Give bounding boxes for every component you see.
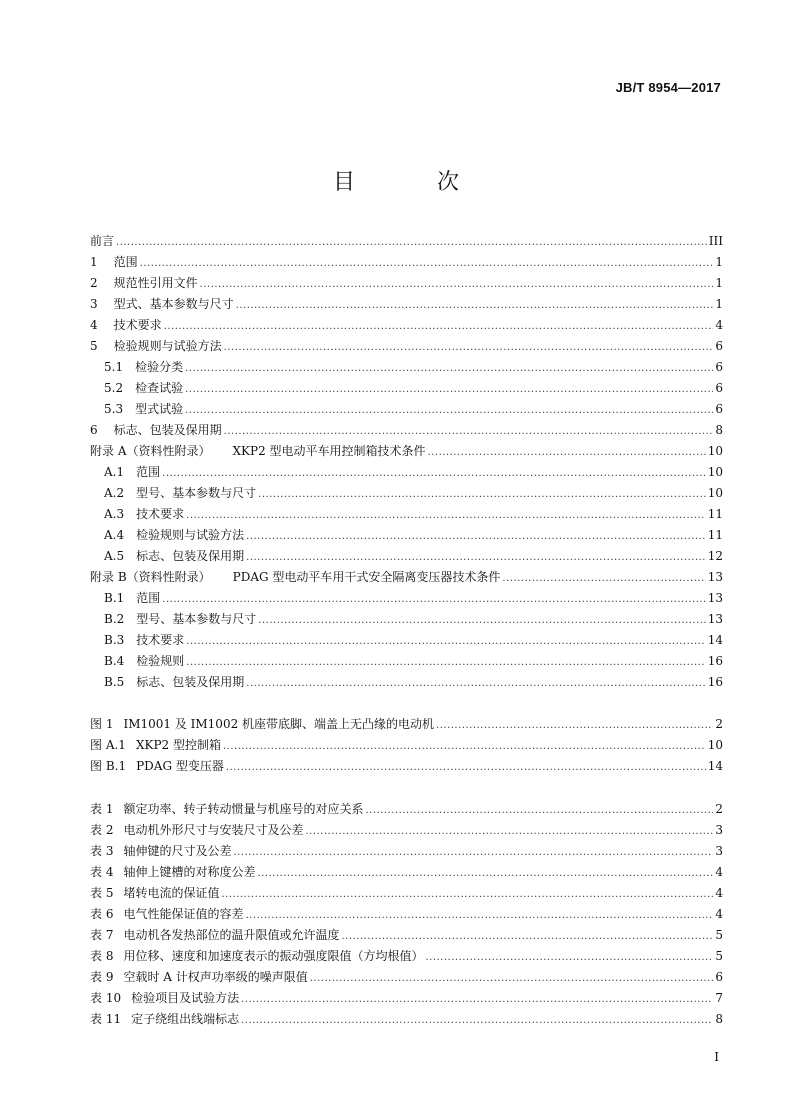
leader-dots [224,426,713,437]
toc-entry[interactable] [90,926,723,947]
toc-entry[interactable] [90,989,723,1010]
toc-entry-label [90,568,500,585]
toc-entry-text: 规范性引用文件 [113,276,198,290]
leader-dots [428,447,706,458]
toc-entry-text: 检验规则 [136,654,185,668]
toc-entry-page: 6 [715,970,723,984]
toc-entry-label [90,800,363,817]
toc-entry[interactable] [90,842,723,863]
toc-entry-label [104,673,244,690]
toc-entry-text: 电气性能保证值的容差 [123,907,244,921]
leader-dots [223,741,706,752]
leader-dots [116,237,707,248]
toc-entry-number: 表 6 [90,907,114,921]
toc-entry-page: 14 [707,633,723,647]
toc-entry-page: III [708,234,723,248]
toc-entry-number: 表 8 [90,949,114,963]
toc-entry-number: 5.3 [104,402,124,416]
toc-entry-number: 图 1 [90,717,114,731]
toc-entry[interactable] [90,232,723,253]
toc-entry[interactable] [90,295,723,316]
toc-entry-page: 10 [707,444,723,458]
toc-entry[interactable] [90,863,723,884]
toc-entry-label [90,989,239,1006]
leader-dots [258,489,706,500]
toc-entry[interactable] [90,800,723,821]
leader-dots [365,805,713,816]
leader-dots [185,363,713,374]
toc-entry-page: 10 [707,465,723,479]
toc-entry-number: B.3 [104,633,125,647]
toc-entry-page: 12 [707,549,723,563]
toc-entry[interactable] [90,673,723,694]
toc-entry-label [90,253,138,270]
toc-entry-number: B.1 [104,591,125,605]
leader-dots [310,973,713,984]
toc-entry-page: 4 [715,318,723,332]
toc-entry-page: 4 [715,907,723,921]
toc-entry-label [90,884,219,901]
toc-entry-number: 5.2 [104,381,124,395]
toc-entry-label [90,232,114,249]
toc-entry-text: XKP2 型控制箱 [135,738,221,752]
toc-entry[interactable] [90,568,723,589]
toc-entry-page: 2 [715,802,723,816]
toc-entry-text: 型式、基本参数与尺寸 [113,297,234,311]
toc-entry-number: B.5 [104,675,125,689]
toc-entry-text: 电动机各发热部位的温升限值或允许温度 [123,928,340,942]
toc-entry-page: 7 [715,991,723,1005]
toc-entry-text: 范围 [136,591,161,605]
toc-entry-label [90,715,434,732]
toc-entry-number: 表 3 [90,844,114,858]
toc-entry-page: 8 [715,1012,723,1026]
leader-dots [224,342,713,353]
toc-entry[interactable] [90,589,723,610]
toc-entry-text: 技术要求 [136,633,185,647]
leader-dots [140,258,713,269]
toc-entry[interactable] [90,757,723,778]
toc-entry-label [104,358,183,375]
toc-contents [90,232,723,694]
toc-entry-text: 型式试验 [135,402,184,416]
toc-entry-label [104,505,184,522]
toc-entry-text: PDAG 型电动平车用干式安全隔离变压器技术条件 [232,570,501,584]
leader-dots [502,573,705,584]
toc-entry-number: 表 5 [90,886,114,900]
toc-entry-number: 表 7 [90,928,114,942]
toc-entry-page: 3 [715,844,723,858]
toc-entry-label [90,1010,239,1027]
toc-entry-text: 检查试验 [135,381,184,395]
toc-entry-text: 用位移、速度和加速度表示的振动强度限值（方均根值） [123,949,424,963]
toc-entry[interactable] [90,316,723,337]
toc-entry[interactable] [90,253,723,274]
toc-entry[interactable] [90,631,723,652]
toc-entry-page: 6 [715,402,723,416]
toc-entry-label [104,463,160,480]
toc-entry-text: 电动机外形尺寸与安装尺寸及公差 [123,823,304,837]
toc-entry-page: 3 [715,823,723,837]
toc-entry-number: B.2 [104,612,125,626]
toc-entry-page: 4 [715,886,723,900]
toc-entry-page: 16 [707,675,723,689]
toc-entry-text: 检验项目及试验方法 [131,991,240,1005]
toc-entry-label [90,295,234,312]
toc-entry-label [104,547,244,564]
toc-entry-number: A.1 [104,465,125,479]
toc-entry-text: 标志、包装及保用期 [136,549,245,563]
toc-entry-number: 表 2 [90,823,114,837]
leader-dots [221,889,713,900]
toc-entry-label [90,274,198,291]
toc-entry[interactable] [90,547,723,568]
toc-entry[interactable] [90,274,723,295]
leader-dots [241,1015,713,1026]
toc-entry-text: 范围 [113,255,138,269]
toc-entry[interactable] [90,610,723,631]
leader-dots [436,720,713,731]
leader-dots [236,300,713,311]
leader-dots [186,657,705,668]
toc-entry-label [104,379,183,396]
toc-entry-page: 6 [715,360,723,374]
toc-entry-number: 图 B.1 [90,759,127,773]
leader-dots [257,868,713,879]
toc-entry-label [104,631,184,648]
leader-dots [185,384,713,395]
standard-code: JB/T 8954—2017 [615,80,721,95]
toc-entry-page: 13 [707,612,723,626]
leader-dots [246,531,706,542]
toc-entry-page: 13 [707,570,723,584]
toc-entry-number: 表 10 [90,991,122,1005]
toc-entry-label [104,400,183,417]
toc-entry-number: 图 A.1 [90,738,126,752]
toc-entry-number: 表 4 [90,865,114,879]
toc-entry-page: 10 [707,738,723,752]
toc-entry-page: 5 [715,928,723,942]
toc-entry-number: A.5 [104,549,125,563]
leader-dots [186,636,705,647]
toc-entry-number: 表 9 [90,970,114,984]
toc-entry-label [104,589,160,606]
leader-dots [186,510,706,521]
toc-entry-label [90,905,243,922]
toc-entry-text: PDAG 型变压器 [136,759,224,773]
toc-entry-text: 检验分类 [135,360,184,374]
toc-entry-page: 14 [707,759,723,773]
toc-entry-label [90,821,303,838]
toc-entry[interactable] [90,821,723,842]
leader-dots [162,594,705,605]
toc-entry-page: 13 [707,591,723,605]
toc-entry-page: 16 [707,654,723,668]
toc-entry-number: B.4 [104,654,125,668]
toc-entry-text: 技术要求 [113,318,162,332]
toc-entry[interactable] [90,421,723,442]
toc-entry-page: 6 [715,381,723,395]
leader-dots [246,678,705,689]
toc-entry-label [90,421,222,438]
toc-entry-label [90,863,255,880]
toc-entry-label [90,968,308,985]
toc-entry-text: 标志、包装及保用期 [136,675,245,689]
page-title: 目 次 [332,170,489,195]
toc-entry-page: 1 [715,297,723,311]
toc-entry-text: 堵转电流的保证值 [123,886,220,900]
toc-entry-number: 4 [90,318,98,332]
toc-entry-text: 定子绕组出线端标志 [131,1012,240,1026]
toc-entry-label [90,842,231,859]
leader-dots [341,931,713,942]
leader-dots [226,762,706,773]
leader-dots [162,468,706,479]
toc-entry-page: 11 [707,507,723,521]
page-number: I [714,1050,719,1064]
toc-entry-page: 8 [715,423,723,437]
toc-entry[interactable] [90,484,723,505]
toc-entry[interactable] [90,358,723,379]
toc-entry-page: 1 [715,255,723,269]
leader-dots [185,405,713,416]
toc-entry-number: 2 [90,276,98,290]
toc-entry[interactable] [90,400,723,421]
toc-entry-text: 检验规则与试验方法 [136,528,245,542]
toc-entry-text: 前言 [90,234,115,248]
toc-entry[interactable] [90,947,723,968]
toc-entry-page: 4 [715,865,723,879]
leader-dots [164,321,713,332]
toc-entry-number: 1 [90,255,98,269]
toc-entry[interactable] [90,736,723,757]
toc-entry-label [104,526,244,543]
toc-entry-text: 技术要求 [136,507,185,521]
toc-entry-label [104,484,256,501]
leader-dots [233,847,713,858]
toc-entry-text: 额定功率、转子转动惯量与机座号的对应关系 [123,802,364,816]
toc-entry-text: 标志、包装及保用期 [113,423,222,437]
toc-entry-label [104,652,184,669]
leader-dots [245,910,713,921]
toc-entry-text: 检验规则与试验方法 [113,339,222,353]
toc-entry-label [90,947,423,964]
toc-entry-text: 范围 [136,465,161,479]
toc-entry[interactable] [90,1010,723,1031]
toc-entry-label [90,757,224,774]
toc-entry-page: 2 [715,717,723,731]
toc-entry-text: 轴伸键的尺寸及公差 [123,844,232,858]
toc-entry[interactable] [90,463,723,484]
toc-entry-label [90,442,426,459]
toc-entry[interactable] [90,379,723,400]
leader-dots [241,994,713,1005]
toc-entry-page: 10 [707,486,723,500]
toc-entry-number: A.4 [104,528,125,542]
toc-entry-page: 1 [715,276,723,290]
toc-entry-label [90,736,221,753]
toc-entry-number: 附录 B（资料性附录） [90,570,211,584]
toc-entry-label [90,316,162,333]
toc-entry-text: 型号、基本参数与尺寸 [136,612,257,626]
toc-entry-label [104,610,256,627]
toc-entry[interactable] [90,505,723,526]
toc-entry-number: 5.1 [104,360,124,374]
toc-entry-page: 11 [707,528,723,542]
toc-tables [90,800,723,1031]
toc-entry-number: 表 11 [90,1012,122,1026]
leader-dots [305,826,713,837]
leader-dots [246,552,706,563]
toc-entry-text: IM1001 及 IM1002 机座带底脚、端盖上无凸缘的电动机 [123,717,435,731]
toc-entry-number: 5 [90,339,98,353]
toc-figures [90,715,723,778]
leader-dots [200,279,713,290]
toc-entry[interactable] [90,968,723,989]
toc-entry[interactable] [90,884,723,905]
toc-entry[interactable] [90,715,723,736]
toc-entry-number: 表 1 [90,802,114,816]
toc-entry-label [90,337,222,354]
toc-entry-number: A.3 [104,507,125,521]
toc-entry-label [90,926,339,943]
leader-dots [258,615,705,626]
toc-entry[interactable] [90,905,723,926]
toc-entry-text: 型号、基本参数与尺寸 [136,486,257,500]
toc-entry-number: 6 [90,423,98,437]
leader-dots [425,952,713,963]
toc-entry[interactable] [90,652,723,673]
toc-entry-text: 轴伸上键槽的对称度公差 [123,865,256,879]
toc-entry-page: 6 [715,339,723,353]
toc-entry[interactable] [90,526,723,547]
toc-entry-page: 5 [715,949,723,963]
toc-entry-text: XKP2 型电动平车用控制箱技术条件 [232,444,426,458]
toc-entry-text: 空载时 A 计权声功率级的噪声限值 [123,970,308,984]
toc-entry-number: A.2 [104,486,125,500]
toc-entry[interactable] [90,442,723,463]
toc-entry-number: 附录 A（资料性附录） [90,444,211,458]
toc-entry[interactable] [90,337,723,358]
toc-entry-number: 3 [90,297,98,311]
